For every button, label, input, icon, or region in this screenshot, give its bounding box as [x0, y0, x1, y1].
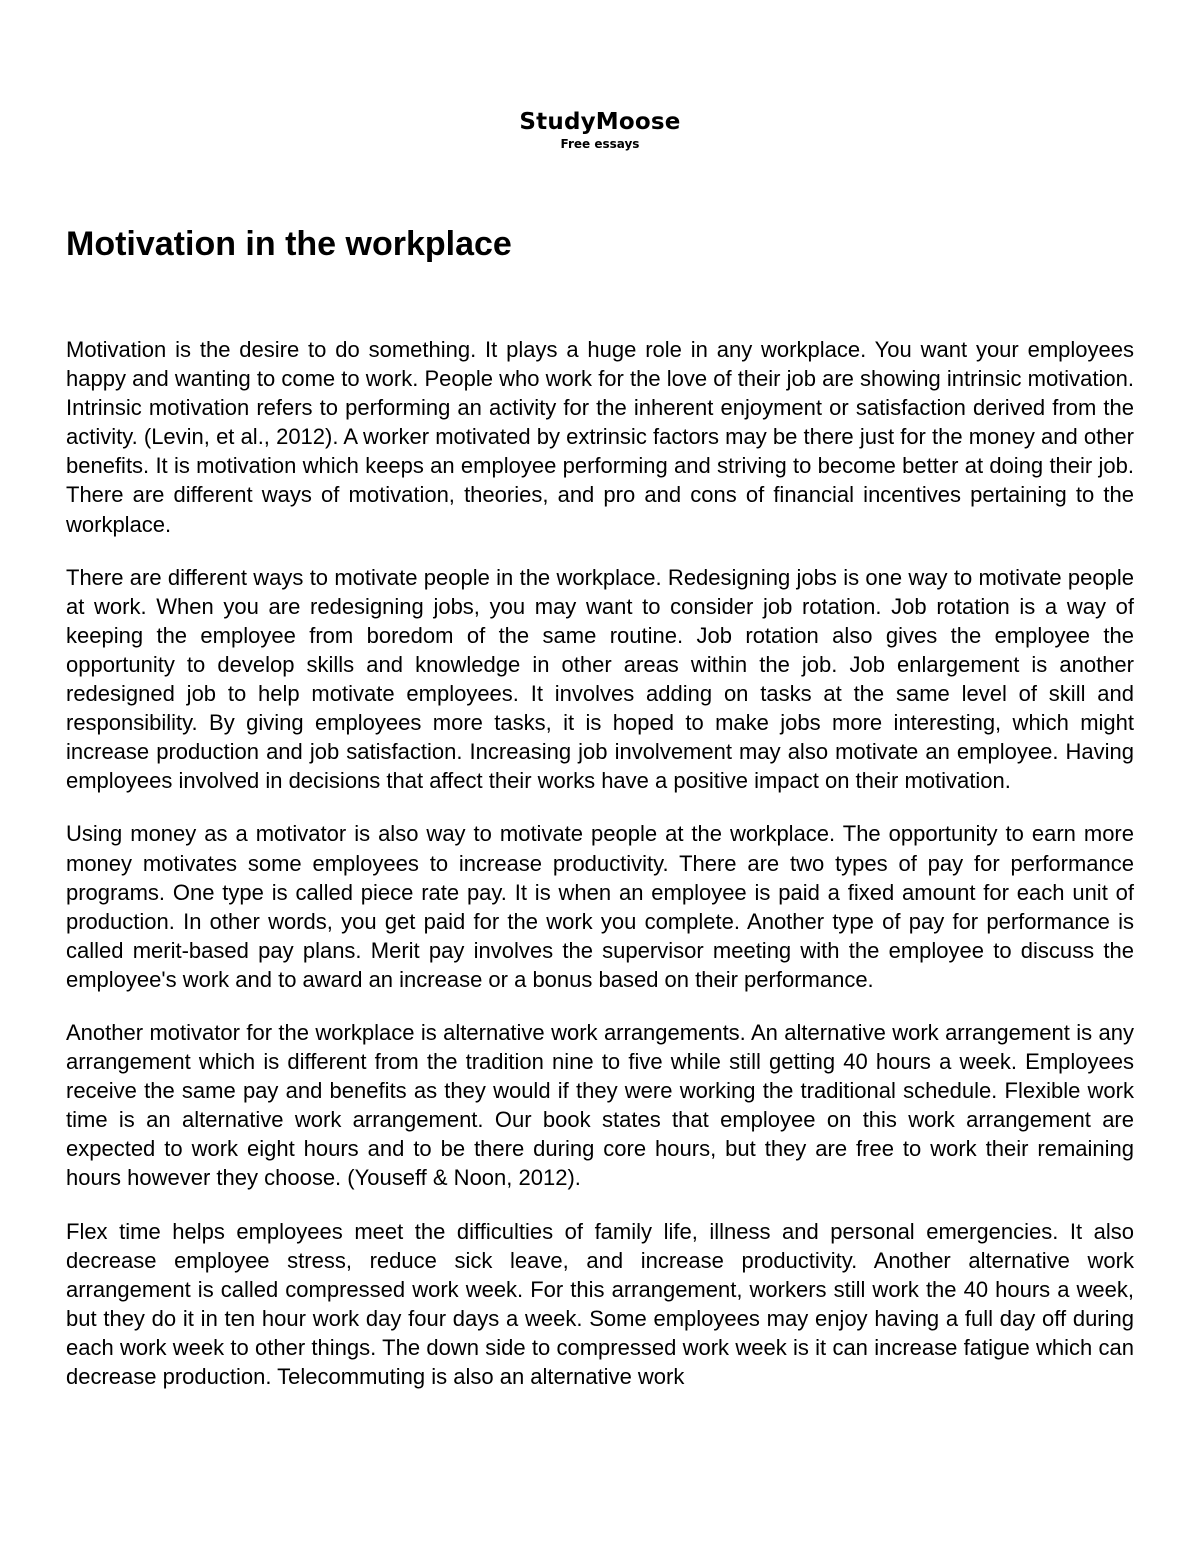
- paragraph-2: There are different ways to motivate people in the workplace. Redesigning jobs is one way to motivate people at work. When you are redesigning jobs, you may want to consider job rotation. Job rotation is a way of keeping the employee from boredom of the same routine. Job rotation also gives the employee the opportunity to develop skills and knowledge in other areas within the job. Job enlargement is another redesigned job to help motivate employees. It involves adding on tasks at the same level of skill and responsibility. By giving employees more tasks, it is hoped to make jobs more interesting, which might increase production and job satisfaction. Increasing job involvement may also motivate an employee. Having employees involved in decisions that affect their works have a positive impact on their motivation.: [66, 564, 1134, 794]
- brand-tagline: Free essays: [560, 137, 640, 151]
- document-body: [66, 335, 1134, 1415]
- paragraph-3: Using money as a motivator is also way to motivate people at the workplace. The opportunity to earn more money motivates some employees to increase productivity. There are two types of pay for performance programs. One type is called piece rate pay. It is when an employee is paid a fixed amount for each unit of production. In other words, you get paid for the work you complete. Another type of pay for performance is called merit-based pay plans. Merit pay involves the supervisor meeting with the employee to discuss the employee's work and to award an increase or a bonus based on their performance.: [66, 821, 1134, 992]
- paragraph-4: Another motivator for the workplace is alternative work arrangements. An alternative work arrangement is any arrangement which is different from the tradition nine to five while still getting 40 hours a week. Employees receive the same pay and benefits as they would if they were working the traditional schedule. Flexible work time is an alternative work arrangement. Our book states that employee on this work arrangement are expected to work eight hours and to be there during core hours, but they are free to work their remaining hours however they choose. (Youseff & Noon, 2012).: [66, 1019, 1134, 1191]
- brand-logo-text: StudyMoose: [519, 109, 681, 135]
- document-title: Motivation in the workplace: [66, 225, 512, 263]
- paragraph-1: Motivation is the desire to do something. It plays a huge role in any workplace. You want your employees happy and wanting to come to work. People who work for the love of their job are showing intrinsic motivation. Intrinsic motivation refers to performing an activity for the inherent enjoyment or satisfaction derived from the activity. (Levin, et al., 2012). A worker motivated by extrinsic factors may be there just for the money and other benefits. It is motivation which keeps an employee performing and striving to become better at doing their job. There are different ways of motivation, theories, and pro and cons of financial incentives pertaining to the workplace.: [66, 337, 1134, 537]
- paragraph-5: Flex time helps employees meet the difficulties of family life, illness and personal emergencies. It also decrease employee stress, reduce sick leave, and increase productivity. Another alternative work arrangement is called compressed work week. For this arrangement, workers still work the 40 hours a week, but they do it in ten hour work day four days a week. Some employees may enjoy having a full day off during each work week to other things. The down side to compressed work week is it can increase fatigue which can decrease production. Telecommuting is also an alternative work: [66, 1218, 1134, 1389]
- site-header: [0, 108, 1200, 151]
